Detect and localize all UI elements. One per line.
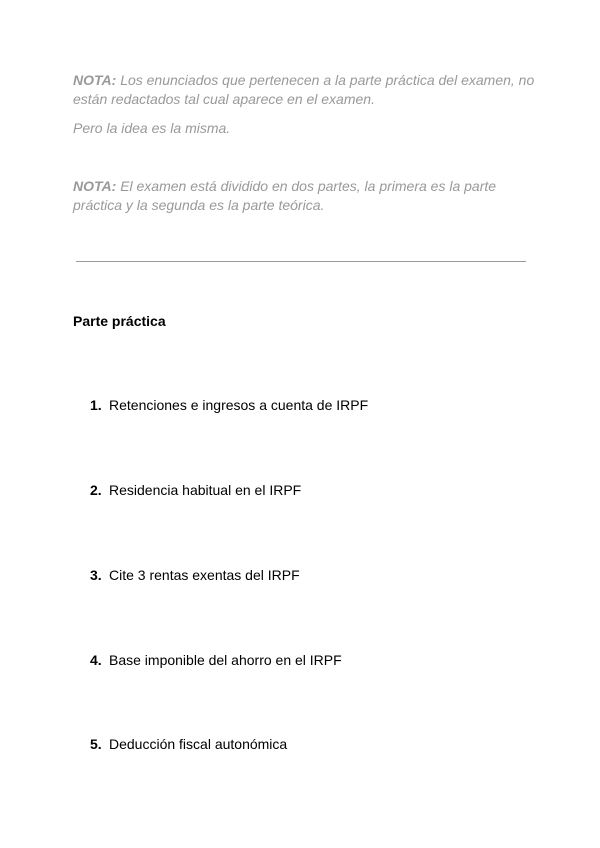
- note-2-text: El examen está dividido en dos partes, la primera es la parte práctica y la segunda es la parte teórica.: [73, 178, 497, 213]
- question-item: [90, 735, 287, 753]
- question-text: Deducción fiscal autonómica: [109, 736, 288, 752]
- question-item: [90, 566, 300, 584]
- note-1-text: Los enunciados que pertenecen a la parte práctica del examen, no están redactados tal cual aparece en el examen.: [73, 72, 535, 107]
- note-1-label: NOTA:: [73, 72, 117, 88]
- note-1-extra: Pero la idea es la misma.: [73, 120, 231, 136]
- section-title: Parte práctica: [73, 313, 166, 329]
- question-text: Cite 3 rentas exentas del IRPF: [109, 567, 300, 583]
- question-number: 2.: [90, 482, 102, 498]
- question-number: 1.: [90, 397, 102, 413]
- question-number: 5.: [90, 736, 102, 752]
- question-number: 4.: [90, 652, 102, 668]
- question-item: [90, 651, 342, 669]
- horizontal-divider: [76, 261, 526, 262]
- question-item: [90, 396, 368, 414]
- question-text: Residencia habitual en el IRPF: [109, 482, 302, 498]
- question-text: Retenciones e ingresos a cuenta de IRPF: [109, 397, 369, 413]
- note-1: [73, 71, 543, 109]
- question-number: 3.: [90, 567, 102, 583]
- note-2-label: NOTA:: [73, 178, 117, 194]
- question-text: Base imponible del ahorro en el IRPF: [109, 652, 342, 668]
- question-item: [90, 481, 301, 499]
- note-2: [73, 177, 543, 215]
